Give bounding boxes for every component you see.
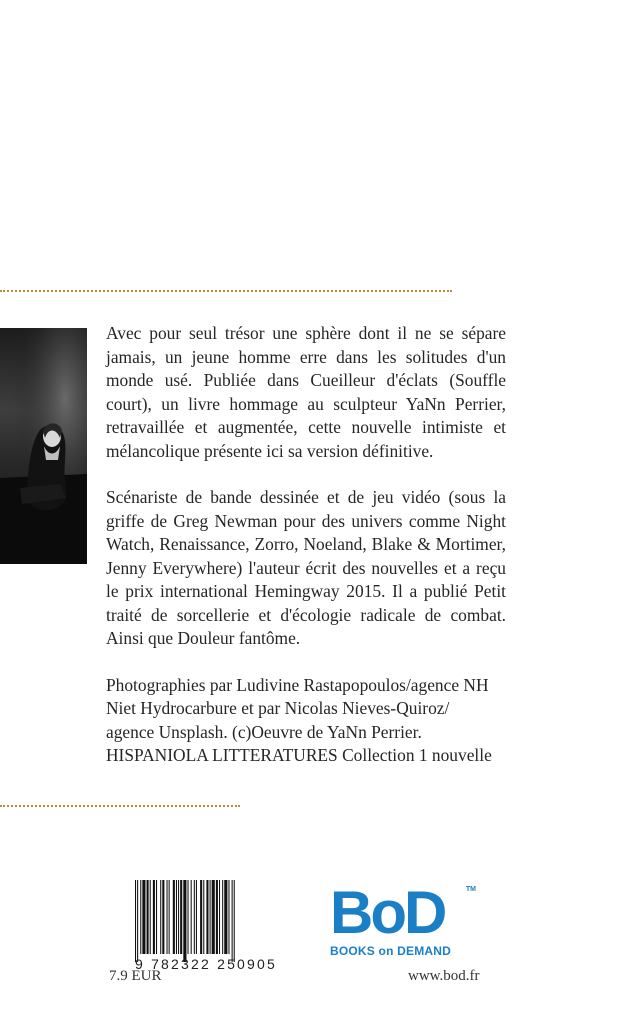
barcode-digits: 9 782322 250905	[135, 956, 277, 972]
credits-paragraph: Photographies par Ludivine Rastapopoulos/agence NH Niet Hydrocarbure et par Nicolas Nieves-Quiroz/ agence Unsplash. (c)Oeuvre de YaNn Perrier. HISPANIOLA LITTERATURES Collection 1 nouvelle	[106, 674, 492, 765]
isbn-barcode	[133, 880, 283, 972]
bod-wordmark: BoD	[330, 879, 445, 946]
back-cover-text	[106, 322, 506, 791]
author-bio-paragraph: Scénariste de bande dessinée et de jeu vidéo (sous la griffe de Greg Newman pour des univers comme Night Watch, Renaissance, Zorro, Noeland, Blake & Mortimer, Jenny Everywhere) l'auteur écrit des nouvelles et a reçu le prix international Hemingway 2015. Il a publié Petit traité de sorcellerie et d'écologie radicale de combat. Ainsi que Douleur fantôme.	[106, 487, 506, 648]
bod-logo	[330, 879, 480, 958]
barcode-bars	[133, 880, 283, 962]
trademark-symbol: TM	[465, 886, 476, 893]
publisher-url: www.bod.fr	[408, 968, 480, 984]
dotted-divider-top	[0, 290, 452, 292]
dotted-divider-bottom	[0, 805, 240, 807]
synopsis-paragraph: Avec pour seul trésor une sphère dont il ne se sépare jamais, un jeune homme erre dans les solitudes d'un monde usé. Publiée dans Cueilleur d'éclats (Souffle court), un livre hommage au sculpteur YaNn Perrier, retravaillée et augmentée, cette nouvelle intimiste et mélancolique présente ici sa version définitive.	[106, 323, 506, 461]
cover-photo	[0, 328, 87, 564]
bod-tagline: BOOKS on DEMAND	[330, 944, 451, 958]
price-label: 7.9 EUR	[109, 968, 162, 984]
